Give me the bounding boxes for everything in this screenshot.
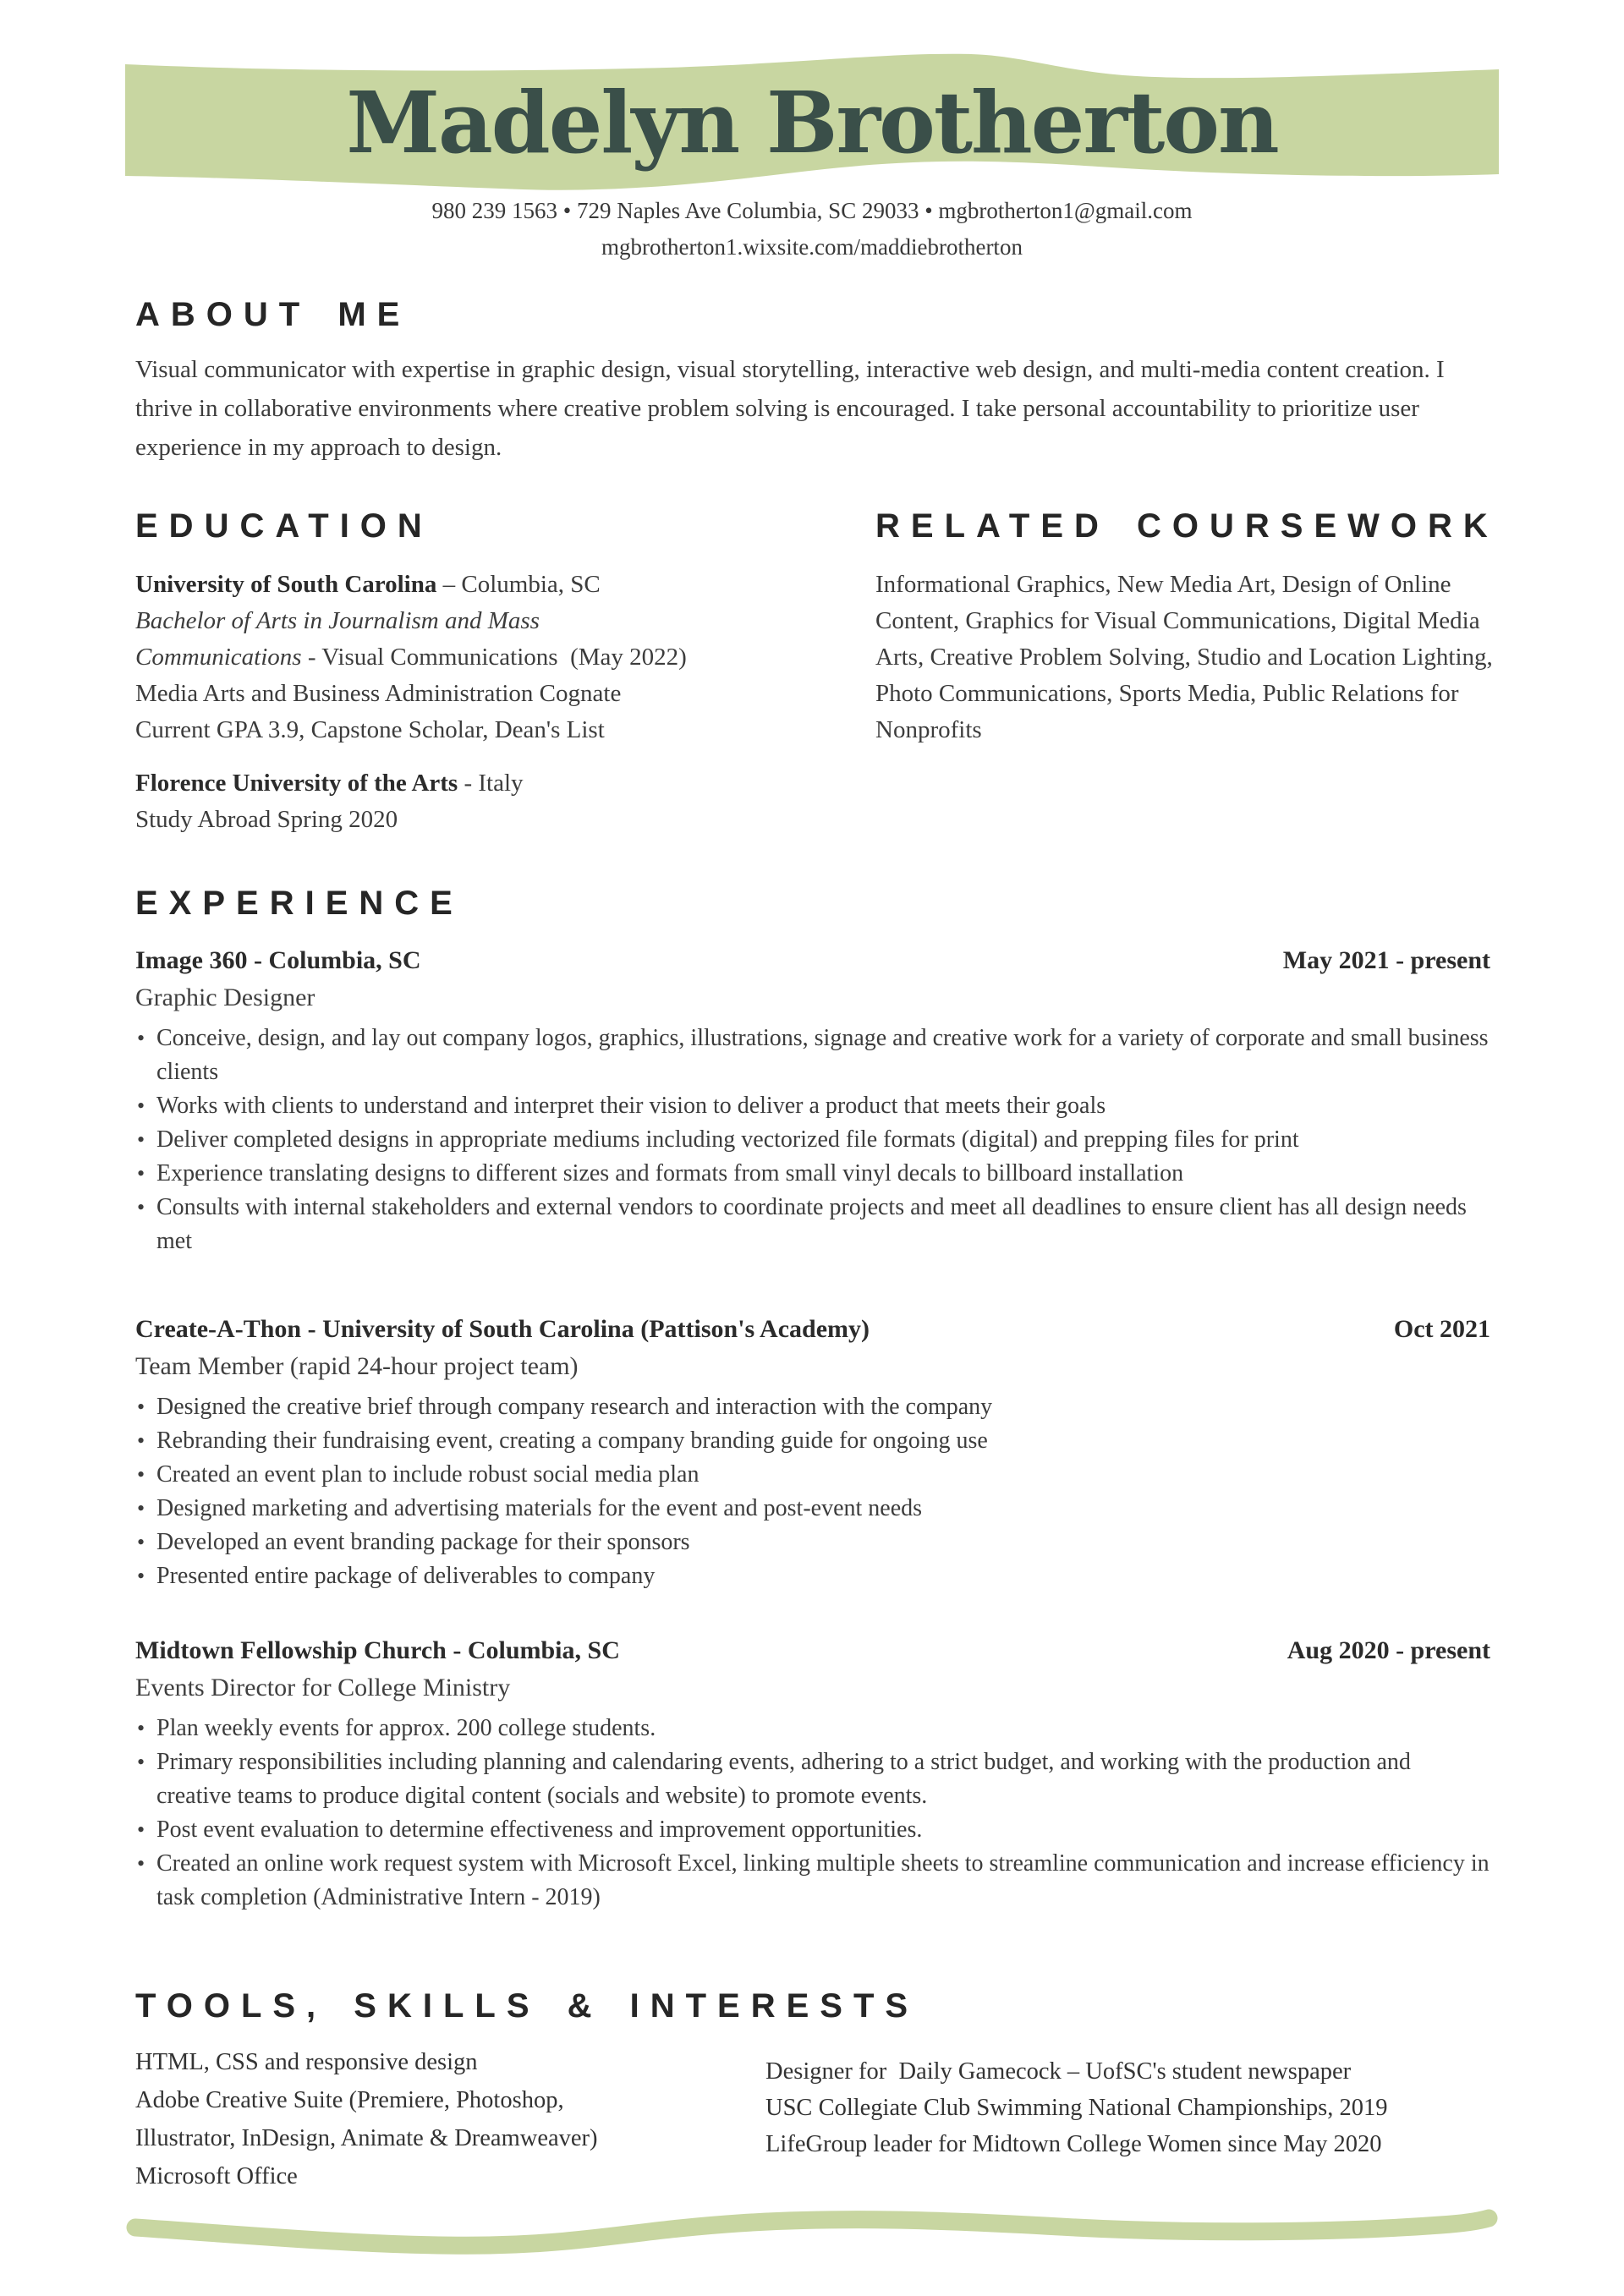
job-bullet: • Developed an event branding package for their sponsors xyxy=(135,1526,1490,1559)
job-header xyxy=(135,1632,1490,1669)
tools-item: Adobe Creative Suite (Premiere, Photoshop, Illustrator, InDesign, Animate & Dreamweaver) xyxy=(135,2087,598,2151)
coursework-text: Informational Graphics, New Media Art, Design of Online Content, Graphics for Visual Communications, Digital Media Arts, Creative Problem Solving, Studio and Location Lighting, Photo Communications, Sports Media, Public Relations for Nonprofits xyxy=(875,571,1493,743)
job-create-a-thon xyxy=(135,1311,1490,1593)
education-line: Media Arts and Business Administration Cognate xyxy=(135,680,622,707)
about-text: Visual communicator with expertise in graphic design, visual storytelling, interactive web design, and multi-media content creation. I thrive in collaborative environments where creative problem solving is encouraged. I take personal accountability to prioritize user experience in my approach to design. xyxy=(135,356,1445,461)
job-company: Image 360 - Columbia, SC xyxy=(135,946,421,974)
contact-info xyxy=(0,193,1624,266)
education-line: Communications - Visual Communications (May 2022) xyxy=(135,644,687,671)
tools-item: Microsoft Office xyxy=(135,2163,298,2189)
job-bullet-list xyxy=(135,1390,1490,1593)
tools-item: LifeGroup leader for Midtown College Women since May 2020 xyxy=(765,2131,1382,2157)
job-dates: May 2021 - present xyxy=(1282,946,1490,974)
job-header xyxy=(135,1311,1490,1348)
section-experience xyxy=(135,885,1490,1915)
section-tools-skills-interests xyxy=(135,1987,1499,2195)
job-bullet: • Created an online work request system with Microsoft Excel, linking multiple sheets to streamline communication and increase efficiency in task completion (Administrative Intern - 2019) xyxy=(135,1847,1490,1915)
job-bullet: • Plan weekly events for approx. 200 college students. xyxy=(135,1712,1490,1745)
tools-columns xyxy=(135,2043,1499,2195)
job-bullet: • Consults with internal stakeholders and external vendors to coordinate projects and meet all deadlines to ensure client has all design needs met xyxy=(135,1191,1490,1258)
tools-item: HTML, CSS and responsive design xyxy=(135,2049,478,2075)
section-education-coursework xyxy=(135,507,1499,838)
education-line: Bachelor of Arts in Journalism and Mass xyxy=(135,607,540,634)
footer-wave-shape xyxy=(125,2204,1499,2258)
tools-item: USC Collegiate Club Swimming National Championships, 2019 xyxy=(765,2095,1388,2121)
footer-wave-path xyxy=(135,2218,1489,2245)
job-bullet: • Designed the creative brief through company research and interaction with the company xyxy=(135,1390,1490,1424)
tools-heading: TOOLS, SKILLS & INTERESTS xyxy=(135,1987,919,2025)
tools-left-column xyxy=(135,2043,664,2195)
job-bullet: • Created an event plan to include robust social media plan xyxy=(135,1458,1490,1492)
job-header xyxy=(135,942,1490,979)
coursework-heading: RELATED COURSEWORK xyxy=(875,507,1499,545)
job-dates: Aug 2020 - present xyxy=(1287,1636,1490,1664)
about-heading: ABOUT ME xyxy=(135,296,411,333)
job-role: Graphic Designer xyxy=(135,984,315,1011)
contact-line-website: mgbrotherton1.wixsite.com/maddiebrotherton xyxy=(601,234,1023,260)
job-role: Team Member (rapid 24-hour project team) xyxy=(135,1352,579,1380)
education-column xyxy=(135,507,875,838)
job-company: Create-A-Thon - University of South Carolina (Pattison's Academy) xyxy=(135,1315,870,1343)
education-line: Study Abroad Spring 2020 xyxy=(135,806,398,833)
job-bullet: • Conceive, design, and lay out company logos, graphics, illustrations, signage and creative work for a variety of corporate and small business clients xyxy=(135,1022,1490,1089)
job-bullet: • Designed marketing and advertising materials for the event and post-event needs xyxy=(135,1492,1490,1526)
section-about xyxy=(135,296,1499,467)
job-bullet-list xyxy=(135,1712,1490,1915)
job-bullet: • Presented entire package of deliverables to company xyxy=(135,1559,1490,1593)
tools-right-column xyxy=(765,2053,1501,2195)
coursework-column xyxy=(875,507,1499,838)
contact-line-phone-address-email: 980 239 1563 • 729 Naples Ave Columbia, SC 29033 • mgbrotherton1@gmail.com xyxy=(431,198,1193,223)
education-line: Florence University of the Arts - Italy xyxy=(135,770,524,797)
education-school xyxy=(135,567,875,748)
job-dates: Oct 2021 xyxy=(1393,1315,1490,1343)
job-role: Events Director for College Ministry xyxy=(135,1674,511,1701)
job-bullet: • Post event evaluation to determine effectiveness and improvement opportunities. xyxy=(135,1813,1490,1847)
education-line: University of South Carolina – Columbia, SC xyxy=(135,571,601,598)
job-midtown-fellowship xyxy=(135,1632,1490,1915)
education-line: Current GPA 3.9, Capstone Scholar, Dean's List xyxy=(135,716,605,743)
experience-heading: EXPERIENCE xyxy=(135,885,464,922)
education-heading: EDUCATION xyxy=(135,507,433,545)
job-image-360 xyxy=(135,942,1490,1258)
education-school xyxy=(135,765,875,838)
footer-wave xyxy=(125,2204,1499,2258)
job-bullet: • Rebranding their fundraising event, creating a company branding guide for ongoing use xyxy=(135,1424,1490,1458)
job-company: Midtown Fellowship Church - Columbia, SC xyxy=(135,1636,620,1664)
job-bullet: • Deliver completed designs in appropriate mediums including vectorized file formats (digital) and prepping files for print xyxy=(135,1123,1490,1157)
job-bullet-list xyxy=(135,1022,1490,1258)
header-banner xyxy=(125,49,1499,195)
job-bullet: • Experience translating designs to different sizes and formats from small vinyl decals to billboard installation xyxy=(135,1157,1490,1191)
job-bullet: • Primary responsibilities including planning and calendaring events, adhering to a strict budget, and working with the production and creative teams to produce digital content (socials and website) to promote events. xyxy=(135,1745,1490,1813)
tools-item: Designer for Daily Gamecock – UofSC's student newspaper xyxy=(765,2058,1352,2085)
page-title: Madelyn Brotherton xyxy=(346,73,1278,173)
job-bullet: • Works with clients to understand and interpret their vision to deliver a product that meets their goals xyxy=(135,1089,1490,1123)
